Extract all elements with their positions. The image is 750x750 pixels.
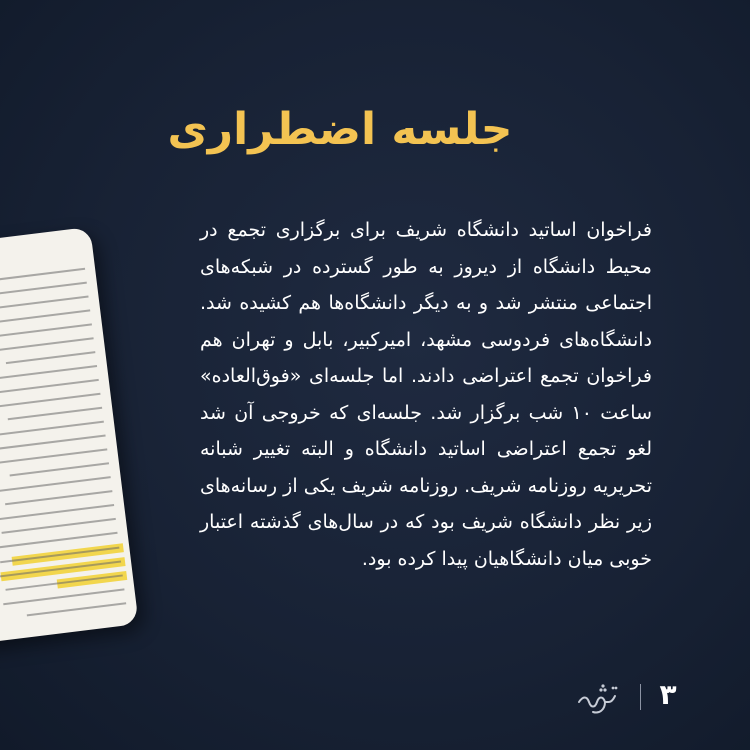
article-body: فراخوان اساتید دانشگاه شریف برای برگزاری تجمع در محیط دانشگاه از دیروز به طور گسترده در شبکه‌های اجتماعی منتشر شد و به دیگر دانشگاه‌ها هم کشیده شد. دانشگاه‌های فردوسی مشهد، امیرکبیر، بابل و تهران هم فراخوان تجمع اعتراضی دادند. اما جلسه‌ای «فوق‌العاده» ساعت ۱۰ شب برگزار شد. جلسه‌ای که خروجی آن شد لغو تجمع اعتراضی اساتید دانشگاه و البته تغییر شبانه تحریریه روزنامه شریف. روزنامه شریف یکی از رسانه‌های زیر نظر دانشگاه شریف بود که در سال‌های گذشته اعتبار خوبی میان دانشگاهیان پیدا کرده بود. xyxy=(200,219,652,570)
page-title: جلسه اضطراری xyxy=(167,104,513,155)
footer-divider xyxy=(640,684,641,710)
document-photo xyxy=(0,227,139,645)
sharq-logo-icon xyxy=(575,678,621,718)
page-number: ۳ xyxy=(659,678,677,711)
